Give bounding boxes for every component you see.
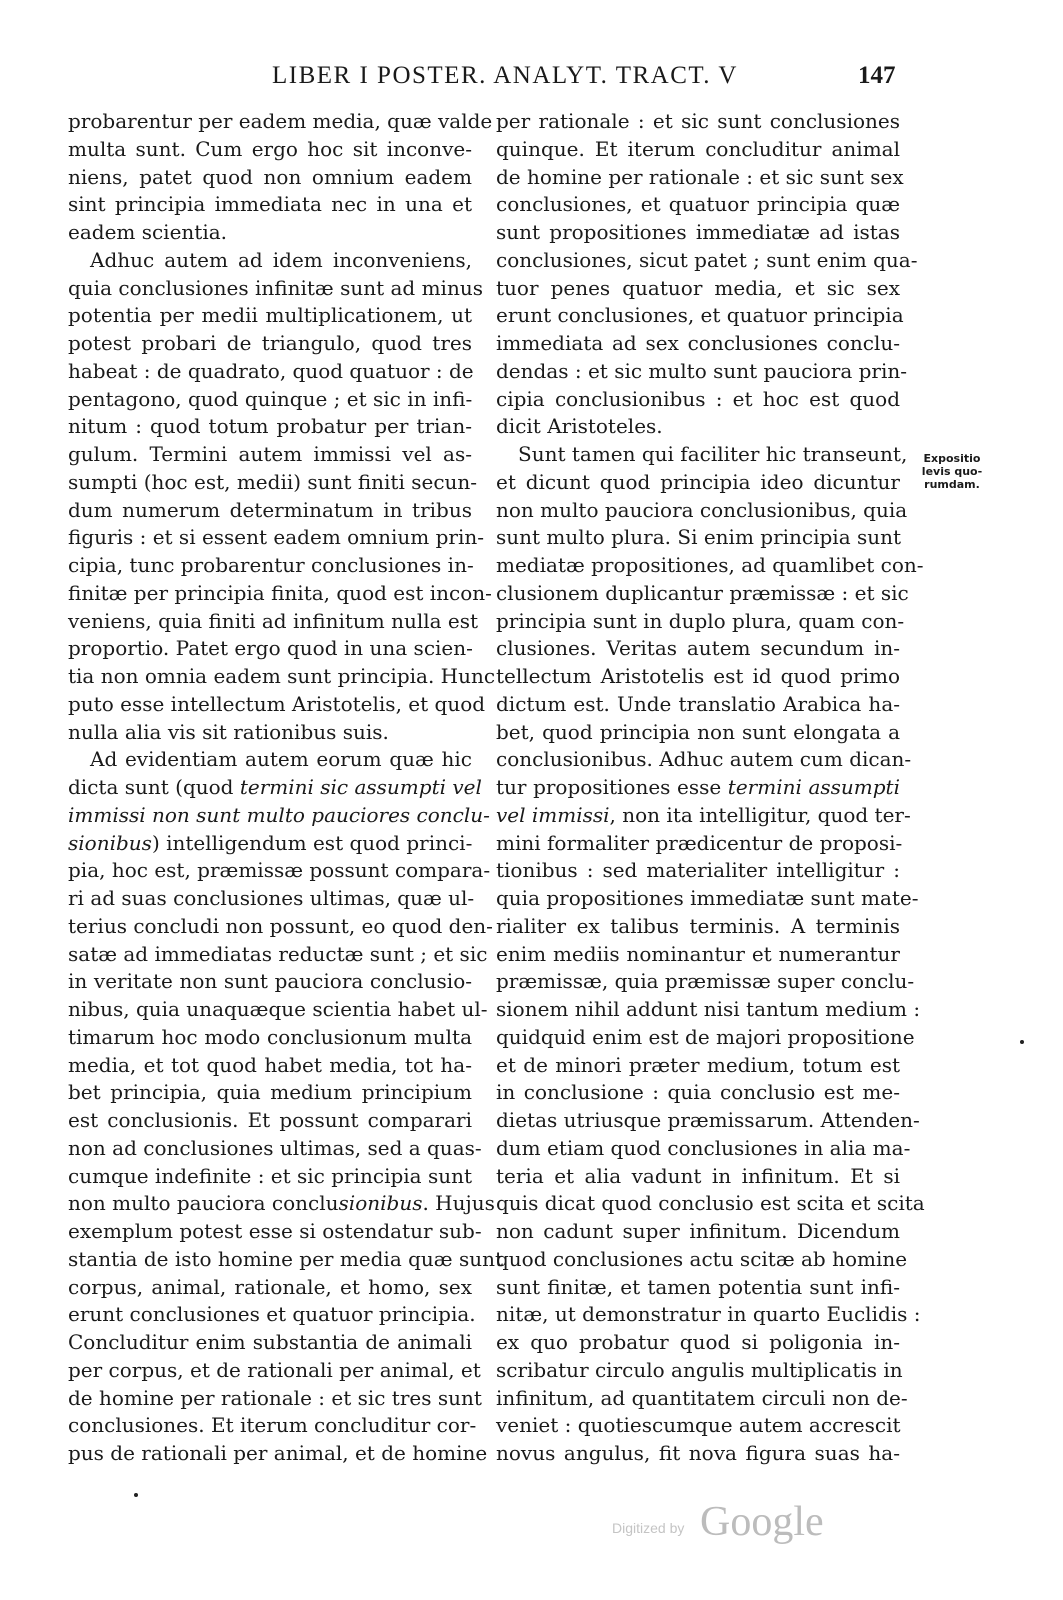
text-line: non multo pauciora conclusionibus, quia (496, 497, 908, 522)
text-line: per corpus, et de rationali per animal, et (68, 1357, 481, 1382)
text-line: in veritate non sunt pauciora conclusio- (68, 969, 472, 994)
text-line: Concluditur enim substantia de animali (68, 1330, 472, 1354)
text-line: sint principia immediata nec in una et (68, 192, 472, 217)
text-line: præmissæ, quia præmissæ super conclu- (496, 969, 915, 994)
digitized-by-watermark (612, 1498, 832, 1548)
text-line: quia conclusiones infinitæ sunt ad minus (68, 275, 483, 300)
text-line: vel immissi, non ita intelligitur, quod ter- (496, 802, 911, 827)
text-line: in conclusione : quia conclusio est me- (496, 1080, 900, 1105)
text-line: exemplum potest esse si ostendatur sub- (68, 1219, 482, 1243)
text-line: enim mediis nominantur et numerantur (496, 941, 900, 966)
text-line: eadem scientia. (68, 220, 228, 244)
right-text-column (496, 108, 925, 1468)
text-line: per rationale : et sic sunt conclusiones (496, 109, 900, 133)
text-line: proportio. Patet ergo quod in una scien- (68, 636, 473, 661)
text-line: Sunt tamen qui faciliter hic transeunt, (518, 442, 908, 466)
text-line: erunt conclusiones, et quatuor principia (496, 303, 904, 328)
digitized-label: Digitized by (612, 1520, 685, 1536)
text-line: dicit Aristoteles. (496, 414, 663, 439)
text-line: tellectum Aristotelis est id quod primo (496, 664, 900, 688)
text-line: dicta sunt (quod termini sic assumpti vel (68, 775, 482, 799)
text-line: puto esse intellectum Aristotelis, et quod (68, 691, 486, 716)
text-line: potest probari de triangulo, quod tres (68, 331, 472, 355)
text-line: tur propositiones esse termini assumpti (496, 775, 900, 799)
text-line: gulum. Termini autem immissi vel as- (68, 442, 472, 466)
text-line: immediata ad sex conclusiones conclu- (496, 331, 900, 355)
text-line: dietas utriusque præmissarum. Attenden- (496, 1108, 920, 1132)
margin-note-line: levis quo- (921, 465, 983, 478)
text-line: non multo pauciora conclusionibus. Hujus (68, 1191, 495, 1216)
margin-note-line: rumdam. (924, 478, 980, 491)
text-line: satæ ad immediatas reductæ sunt ; et sic (68, 941, 488, 966)
text-line: dendas : et sic multo sunt pauciora prin- (496, 358, 907, 383)
text-line: tuor penes quatuor media, et sic sex (496, 275, 900, 300)
text-line: erunt conclusiones et quatuor principia. (68, 1302, 476, 1327)
text-line: de homine per rationale : et sic tres sunt (68, 1385, 482, 1410)
text-line: dictum est. Unde translatio Arabica ha- (496, 691, 900, 716)
text-line: veniens, quia finiti ad infinitum nulla est (68, 608, 479, 633)
text-line: dum numerum determinatum in tribus (68, 497, 472, 522)
text-line: de homine per rationale : et sic sunt sex (496, 164, 904, 189)
text-line: scribatur circulo angulis multiplicatis in (496, 1357, 903, 1382)
text-line: pia, hoc est, præmissæ possunt compara- (68, 858, 491, 883)
text-line: timarum hoc modo conclusionum multa (68, 1024, 472, 1049)
text-line: cipia, tunc probarentur conclusiones in- (68, 553, 474, 577)
text-line: sionibus) intelligendum est quod princi- (68, 830, 473, 855)
text-line: bet principia, quia medium principium (68, 1080, 472, 1105)
text-line: pus de rationali per animal, et de homine (68, 1441, 488, 1465)
text-line: conclusiones. Et iterum concluditur cor- (68, 1413, 477, 1438)
text-line: principia sunt in duplo plura, quam con- (496, 608, 905, 633)
text-line: nitæ, ut demonstratur in quarto Euclidis : (496, 1302, 921, 1327)
text-line: quis dicat quod conclusio est scita et scita (496, 1191, 925, 1216)
text-line: non ad conclusiones ultimas, sed a quas- (68, 1135, 482, 1160)
margin-note-line: Expositio (923, 452, 981, 465)
text-line: Adhuc autem ad idem inconveniens, (90, 247, 472, 272)
text-line: immissi non sunt multo pauciores conclu- (68, 802, 490, 827)
text-line: conclusiones, et quatuor principia quæ (496, 192, 900, 217)
text-line: dum etiam quod conclusiones in alia ma- (496, 1135, 911, 1160)
text-line: sunt finitæ, et tamen potentia sunt infi- (496, 1274, 900, 1299)
text-line: sunt propositiones immediatæ ad istas (496, 220, 900, 244)
text-line: terius concludi non possunt, eo quod den- (68, 913, 493, 938)
running-title: LIBER I POSTER. ANALYT. TRACT. V (272, 62, 738, 89)
text-line: clusiones. Veritas autem secundum in- (496, 636, 900, 661)
text-line: conclusiones, sicut patet ; sunt enim qua- (496, 247, 918, 272)
text-line: et de minori præter medium, totum est (496, 1052, 900, 1077)
text-line: mini formaliter prædicentur de proposi- (496, 830, 903, 855)
google-logo: Google (700, 1499, 824, 1545)
text-line: niens, patet quod non omnium eadem (68, 164, 472, 189)
text-line: probarentur per eadem media, quæ valde (68, 109, 493, 133)
text-line: quinque. Et iterum concluditur animal (496, 136, 900, 161)
text-line: tia non omnia eadem sunt principia. Hunc (68, 664, 496, 688)
running-header (0, 60, 1063, 100)
margin-note (912, 452, 992, 491)
text-line: veniet : quotiescumque autem accrescit (496, 1413, 901, 1438)
text-line: tionibus : sed materialiter intelligitur : (496, 858, 900, 883)
text-line: quidquid enim est de majori propositione (496, 1024, 915, 1049)
text-line: figuris : et si essent eadem omnium prin- (68, 525, 485, 550)
text-line: sunt multo plura. Si enim principia sunt (496, 525, 902, 550)
left-text-column (68, 108, 504, 1468)
text-line: nulla alia vis sit rationibus suis. (68, 719, 389, 744)
text-line: quia propositiones immediatæ sunt mate- (496, 886, 919, 910)
text-line: conclusionibus. Adhuc autem cum dican- (496, 747, 912, 772)
text-line: multa sunt. Cum ergo hoc sit inconve- (68, 136, 472, 161)
text-line: non cadunt super infinitum. Dicendum (496, 1219, 900, 1243)
text-line: cipia conclusionibus : et hoc est quod (496, 386, 900, 411)
text-line: Ad evidentiam autem eorum quæ hic (90, 747, 472, 772)
text-line: stantia de isto homine per media quæ sunt (68, 1246, 504, 1271)
print-speck (1020, 1040, 1024, 1044)
print-speck (134, 1493, 138, 1497)
text-line: pentagono, quod quinque ; et sic in infi- (68, 386, 473, 411)
text-line: infinitum, ad quantitatem circuli non de- (496, 1385, 908, 1410)
text-line: ex quo probatur quod si poligonia in- (496, 1330, 900, 1354)
text-line: bet, quod principia non sunt elongata a (496, 719, 900, 744)
text-line: corpus, animal, rationale, et homo, sex (68, 1274, 472, 1299)
text-line: nitum : quod totum probatur per trian- (68, 414, 472, 439)
text-line: nibus, quia unaquæque scientia habet ul- (68, 997, 488, 1021)
text-line: rialiter ex talibus terminis. A terminis (496, 913, 900, 938)
text-line: cumque indefinite : et sic principia sunt (68, 1163, 473, 1188)
text-line: ri ad suas conclusiones ultimas, quæ ul- (68, 886, 475, 910)
text-line: est conclusionis. Et possunt comparari (68, 1108, 472, 1132)
text-line: finitæ per principia finita, quod est incon- (68, 580, 492, 605)
text-line: quod conclusiones actu scitæ ab homine (496, 1246, 908, 1271)
text-line: teria et alia vadunt in infinitum. Et si (496, 1163, 900, 1188)
text-line: sumpti (hoc est, medii) sunt finiti secun- (68, 469, 478, 494)
text-line: mediatæ propositiones, ad quamlibet con- (496, 553, 924, 577)
text-line: media, et tot quod habet media, tot ha- (68, 1052, 472, 1077)
text-line: potentia per medii multiplicationem, ut (68, 303, 472, 328)
text-line: novus angulus, fit nova figura suas ha- (496, 1441, 900, 1465)
text-line: habeat : de quadrato, quod quatuor : de (68, 358, 474, 383)
text-line: clusionem duplicantur præmissæ : et sic (496, 580, 909, 605)
text-line: et dicunt quod principia ideo dicuntur (496, 469, 900, 494)
text-line: sionem nihil addunt nisi tantum medium : (496, 997, 921, 1021)
page-number: 147 (858, 62, 896, 89)
